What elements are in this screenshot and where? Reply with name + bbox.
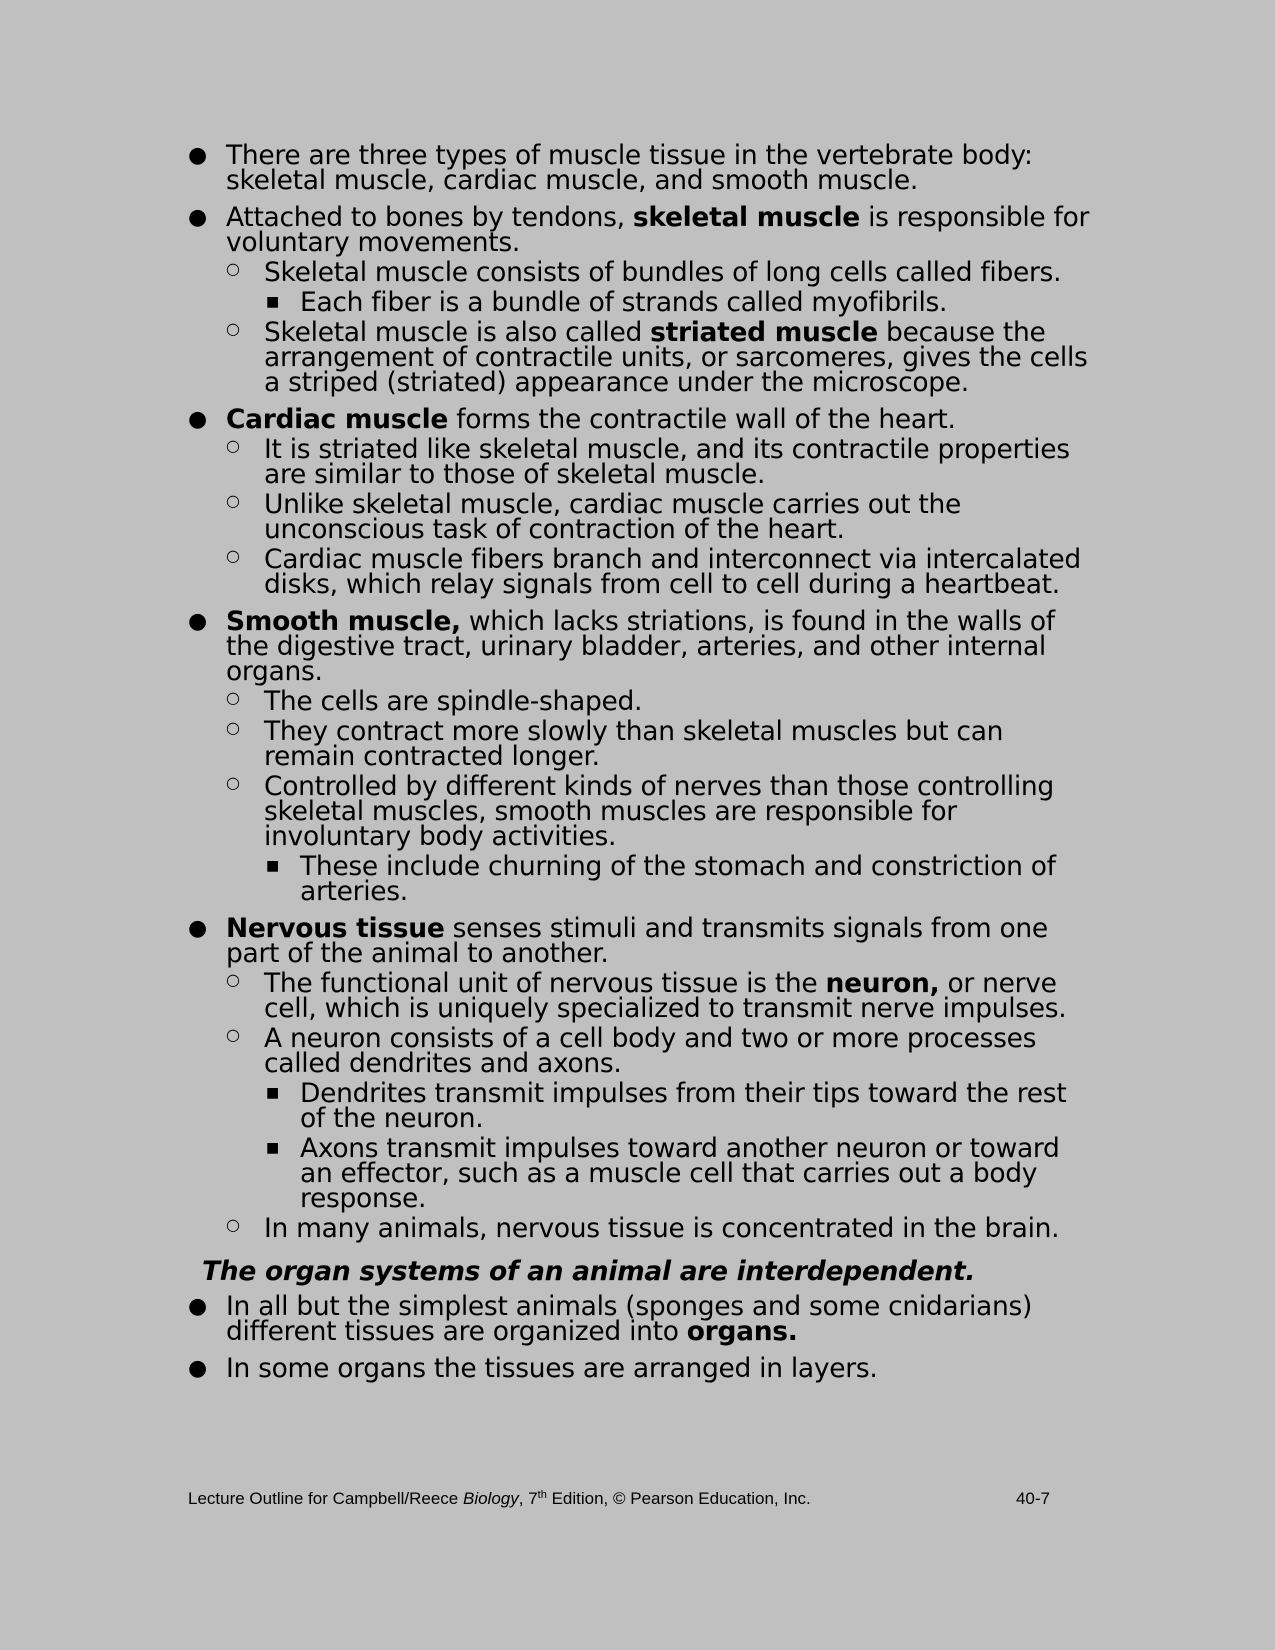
sub-sub-bullet-item — [186, 851, 1096, 907]
bullet-circle-icon: ○ — [226, 1025, 240, 1044]
item-text: Each fiber is a bundle of strands called myofibrils. — [300, 287, 948, 318]
key-term: organs. — [686, 1316, 798, 1347]
sub-sub-bullet-item — [186, 287, 1096, 318]
bullet-item — [186, 913, 1096, 969]
item-text: These include churning of the stomach and constriction of arteries. — [300, 851, 1056, 907]
item-text: forms the contractile wall of the heart. — [448, 404, 956, 435]
document-body — [186, 140, 1096, 1384]
footer-text: Lecture Outline for Campbell/Reece — [188, 1489, 463, 1508]
bullet-square-icon: ■ — [266, 1140, 279, 1156]
bullet-circle-icon: ○ — [226, 546, 240, 565]
key-term: Smooth muscle, — [226, 606, 461, 637]
item-text: In many animals, nervous tissue is concentrated in the brain. — [264, 1213, 1060, 1244]
bullet-dot-icon: ● — [188, 1356, 207, 1381]
footer-citation — [188, 1489, 811, 1508]
bullet-item — [186, 202, 1096, 258]
sub-bullet-item — [186, 686, 1096, 717]
key-term: striated muscle — [650, 317, 878, 348]
section-heading: The organ systems of an animal are interdependent. — [202, 1256, 976, 1287]
item-text: Axons transmit impulses toward another neuron or toward an effector, such as a muscle cell that carries out a body response. — [300, 1133, 1060, 1214]
sub-sub-bullet-item — [186, 1078, 1096, 1134]
item-text: Skeletal muscle is also called — [264, 317, 651, 348]
bullet-circle-icon: ○ — [226, 688, 240, 707]
bullet-dot-icon: ● — [188, 609, 207, 634]
footer-book-title: Biology — [462, 1489, 519, 1508]
item-text: Skeletal muscle consists of bundles of long cells called fibers. — [264, 257, 1062, 288]
bullet-dot-icon: ● — [188, 143, 207, 168]
key-term: neuron, — [825, 968, 940, 999]
bullet-dot-icon: ● — [188, 1294, 207, 1319]
item-text: Cardiac muscle fibers branch and interconnect via intercalated disks, which relay signals from cell to cell during a heartbeat. — [264, 544, 1081, 600]
bullet-square-icon: ■ — [266, 294, 279, 310]
bullet-item — [186, 140, 1096, 196]
key-term: skeletal muscle — [632, 202, 860, 233]
bullet-circle-icon: ○ — [226, 259, 240, 278]
bullet-item — [186, 404, 1096, 435]
bullet-circle-icon: ○ — [226, 718, 240, 737]
item-text: or nerve cell, which is uniquely specialized to transmit nerve impulses. — [264, 968, 1067, 1024]
sub-bullet-item — [186, 434, 1096, 490]
item-text: The functional unit of nervous tissue is the — [264, 968, 826, 999]
bullet-item — [186, 606, 1096, 687]
key-term: Nervous tissue — [226, 913, 445, 944]
item-text: In all but the simplest animals (sponges and some cnidarians) different tissues are organized into — [226, 1291, 1032, 1347]
sub-bullet-item — [186, 1023, 1096, 1079]
sub-bullet-item — [186, 317, 1096, 398]
item-text: In some organs the tissues are arranged in layers. — [226, 1353, 878, 1384]
bullet-circle-icon: ○ — [226, 436, 240, 455]
bullet-circle-icon: ○ — [226, 491, 240, 510]
item-text: There are three types of muscle tissue in the vertebrate body: skeletal muscle, cardiac muscle, and smooth muscle. — [226, 140, 1033, 196]
item-text: Attached to bones by tendons, — [226, 202, 633, 233]
sub-bullet-item — [186, 716, 1096, 772]
sub-bullet-item — [186, 257, 1096, 288]
page-number: 40-7 — [1015, 1489, 1050, 1508]
item-text: because the arrangement of contractile units, or sarcomeres, gives the cells a striped (striated) appearance under the microscope. — [264, 317, 1088, 398]
bullet-circle-icon: ○ — [226, 970, 240, 989]
item-text: A neuron consists of a cell body and two or more processes called dendrites and axons. — [264, 1023, 1037, 1079]
bullet-circle-icon: ○ — [226, 1215, 240, 1234]
bullet-circle-icon: ○ — [226, 319, 240, 338]
bullet-square-icon: ■ — [266, 1085, 279, 1101]
item-text: It is striated like skeletal muscle, and its contractile properties are similar to those of skeletal muscle. — [264, 434, 1070, 490]
key-term: Cardiac muscle — [226, 404, 449, 435]
bullet-item — [186, 1291, 1096, 1347]
bullet-square-icon: ■ — [266, 858, 279, 874]
bullet-item — [186, 1353, 1096, 1384]
footer-superscript: th — [537, 1489, 547, 1501]
bullet-dot-icon: ● — [188, 916, 207, 941]
item-text: Unlike skeletal muscle, cardiac muscle carries out the unconscious task of contraction of the heart. — [264, 489, 962, 545]
sub-bullet-item — [186, 489, 1096, 545]
footer-text: , 7 — [518, 1489, 538, 1508]
item-text: They contract more slowly than skeletal muscles but can remain contracted longer. — [264, 716, 1004, 772]
bullet-dot-icon: ● — [188, 407, 207, 432]
sub-bullet-item — [186, 1213, 1096, 1244]
item-text: Controlled by different kinds of nerves than those controlling skeletal muscles, smooth muscles are responsible for involuntary body activities. — [264, 771, 1054, 852]
sub-sub-bullet-item — [186, 1133, 1096, 1214]
footer-text: Edition, © Pearson Education, Inc. — [546, 1489, 811, 1508]
item-text: which lacks striations, is found in the walls of the digestive tract, urinary bladder, arteries, and other internal organs. — [226, 606, 1055, 687]
sub-bullet-item — [186, 968, 1096, 1024]
page-footer — [188, 1489, 1050, 1509]
bullet-circle-icon: ○ — [226, 773, 240, 792]
item-text: The cells are spindle-shaped. — [264, 686, 643, 717]
sub-bullet-item — [186, 771, 1096, 852]
sub-bullet-item — [186, 544, 1096, 600]
item-text: Dendrites transmit impulses from their tips toward the rest of the neuron. — [300, 1078, 1067, 1134]
item-text: is responsible for voluntary movements. — [226, 202, 1090, 258]
item-text: senses stimuli and transmits signals from one part of the animal to another. — [226, 913, 1048, 969]
bullet-dot-icon: ● — [188, 205, 207, 230]
